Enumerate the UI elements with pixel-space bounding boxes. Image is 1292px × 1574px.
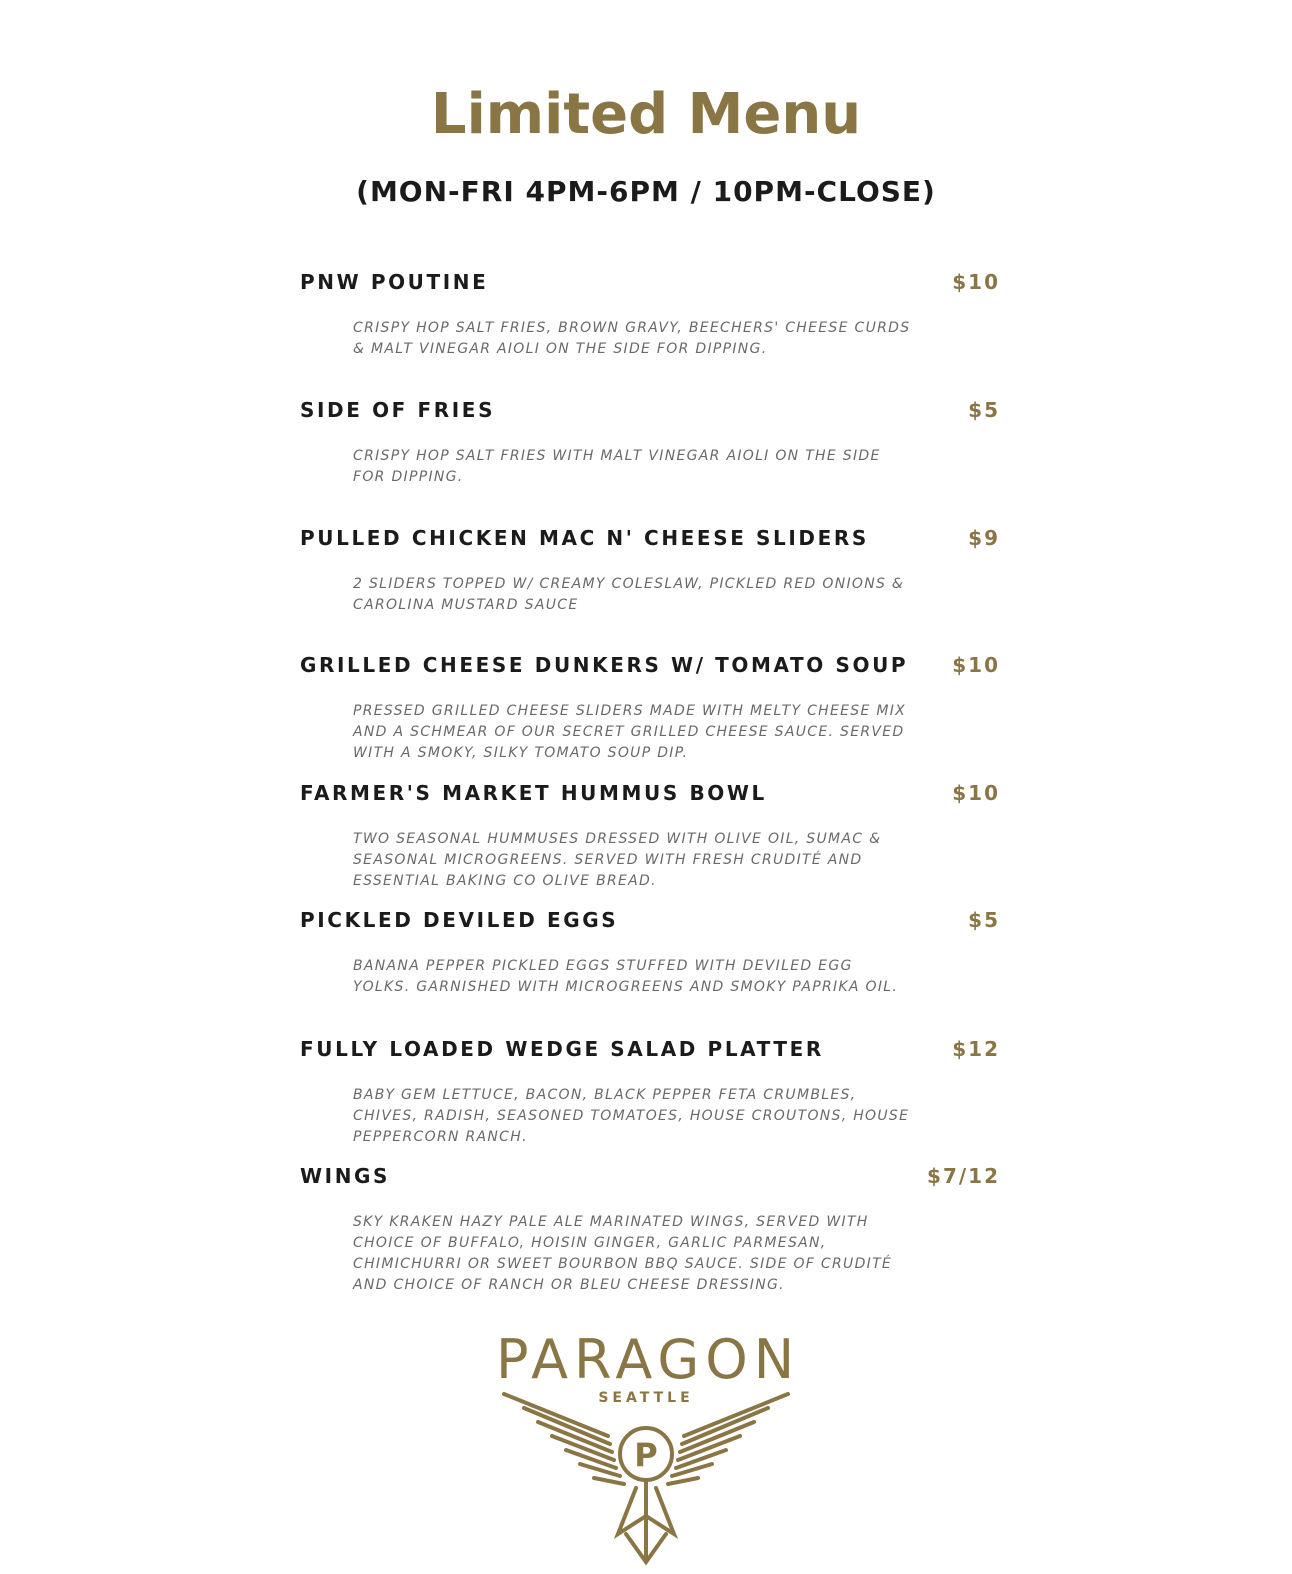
hours-subtitle: (MON-FRI 4PM-6PM / 10PM-CLOSE) [356, 175, 936, 208]
item-price: $7/12 [927, 1164, 1000, 1188]
item-name: FULLY LOADED WEDGE SALAD PLATTER [300, 1037, 824, 1061]
item-price: $10 [952, 781, 1000, 805]
item-price: $9 [968, 526, 1000, 550]
item-name: PICKLED DEVILED EGGS [300, 908, 619, 932]
item-description: CRISPY HOP SALT FRIES, BROWN GRAVY, BEECHERS' CHEESE CURDS & MALT VINEGAR AIOLI ON THE SIDE FOR DIPPING. [353, 320, 911, 357]
item-description: CRISPY HOP SALT FRIES WITH MALT VINEGAR AIOLI ON THE SIDE FOR DIPPING. [353, 448, 881, 485]
item-price: $5 [968, 398, 1000, 422]
item-name: PULLED CHICKEN MAC N' CHEESE SLIDERS [300, 526, 869, 550]
paragon-logo [496, 1328, 801, 1568]
item-description: PRESSED GRILLED CHEESE SLIDERS MADE WITH MELTY CHEESE MIX AND A SCHMEAR OF OUR SECRET GRILLED CHEESE SAUCE. SERVED WITH A SMOKY, SILKY TOMATO SOUP DIP. [353, 703, 907, 761]
page-title: Limited Menu [430, 82, 862, 147]
item-name: SIDE OF FRIES [300, 398, 496, 422]
winged-emblem-icon [496, 1384, 796, 1568]
item-description: SKY KRAKEN HAZY PALE ALE MARINATED WINGS, SERVED WITH CHOICE OF BUFFALO, HOISIN GINGER, GARLIC PARMESAN, CHIMICHURRI OR SWEET BOURBON BBQ SAUCE. SIDE OF CRUDITÉ AND CHOICE OF RANCH OR BLEU CHEESE DRESSING. [353, 1214, 893, 1293]
item-price: $10 [952, 270, 1000, 294]
item-description: BABY GEM LETTUCE, BACON, BLACK PEPPER FETA CRUMBLES, CHIVES, RADISH, SEASONED TOMATOES, HOUSE CROUTONS, HOUSE PEPPERCORN RANCH. [353, 1087, 910, 1145]
item-price: $12 [952, 1037, 1000, 1061]
item-name: WINGS [300, 1164, 391, 1188]
item-price: $10 [952, 653, 1000, 677]
item-name: FARMER'S MARKET HUMMUS BOWL [300, 781, 767, 805]
item-description: BANANA PEPPER PICKLED EGGS STUFFED WITH DEVILED EGG YOLKS. GARNISHED WITH MICROGREENS AND SMOKY PAPRIKA OIL. [353, 958, 899, 995]
logo-monogram: P [634, 1436, 658, 1474]
item-price: $5 [968, 908, 1000, 932]
item-name: PNW POUTINE [300, 270, 489, 294]
logo-city: SEATTLE [598, 1390, 694, 1406]
item-description: 2 SLIDERS TOPPED W/ CREAMY COLESLAW, PICKLED RED ONIONS & CAROLINA MUSTARD SAUCE [353, 576, 905, 613]
item-name: GRILLED CHEESE DUNKERS W/ TOMATO SOUP [300, 653, 909, 677]
logo-wordmark: PARAGON [496, 1328, 801, 1391]
item-description: TWO SEASONAL HUMMUSES DRESSED WITH OLIVE OIL, SUMAC & SEASONAL MICROGREENS. SERVED WITH FRESH CRUDITÉ AND ESSENTIAL BAKING CO OLIVE BREAD. [353, 831, 882, 889]
